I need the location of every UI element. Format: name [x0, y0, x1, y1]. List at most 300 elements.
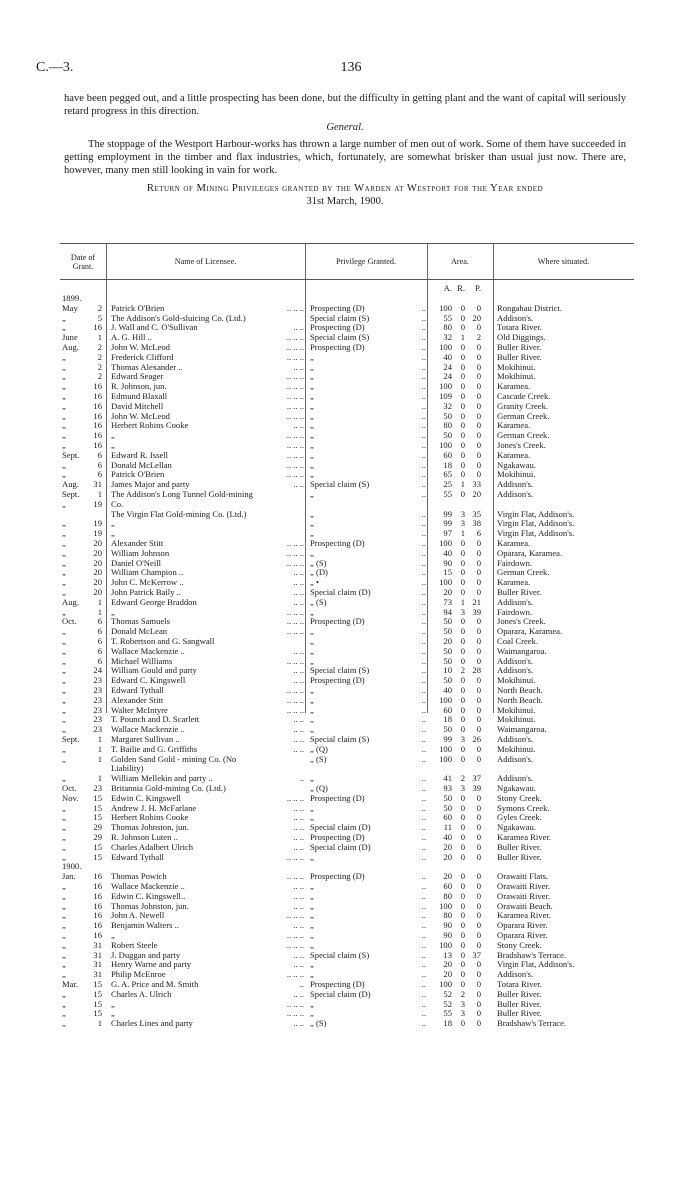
where-situated: Addison's. [497, 969, 534, 980]
date-day: 20 [93, 547, 102, 558]
leader-dots: .. .. .. [286, 1008, 304, 1019]
area-acres: 93 [443, 783, 452, 793]
where-situated: Cascade Creek. [497, 391, 551, 401]
licensee-name: „ [111, 440, 115, 450]
area-perches: 0 [476, 998, 481, 1009]
leader-dots: .. [421, 410, 426, 421]
area-acres: 90 [443, 920, 452, 931]
where-situated: Buller River. [497, 998, 542, 1009]
leader-dots: .. [421, 900, 426, 911]
privilege-granted: Special claim (D) [310, 988, 371, 999]
leader-dots: .. [421, 979, 426, 989]
where-situated: Addison's. [497, 312, 534, 323]
area-perches: 0 [476, 469, 481, 480]
licensee-name: „ [111, 528, 115, 539]
leader-dots: .. .. .. [286, 606, 304, 617]
leader-dots: .. .. .. [286, 655, 304, 666]
leader-dots: .. .. .. [286, 694, 304, 705]
area-acres: 15 [443, 567, 452, 578]
date-month: „ [62, 900, 66, 911]
privilege-granted: „ • [310, 577, 319, 588]
area-perches: 33 [472, 479, 481, 490]
date-month: „ [62, 518, 66, 529]
where-situated: Fairdown. [497, 557, 533, 568]
date-day: 20 [93, 538, 102, 548]
leader-dots: .. [421, 655, 426, 666]
date-month: Aug. [62, 596, 79, 607]
date-day: 16 [93, 400, 102, 411]
area-roods: 0 [460, 391, 465, 401]
area-roods: 0 [460, 832, 465, 842]
privilege-granted: Prospecting (D) [310, 871, 365, 882]
date-day: 31 [93, 939, 102, 950]
leader-dots: .. .. [293, 714, 304, 725]
leader-dots: .. .. .. [286, 547, 304, 558]
leader-dots: .. [421, 577, 426, 588]
area-acres: 25 [443, 479, 452, 490]
area-perches: 0 [476, 694, 481, 705]
table-header-rule [60, 279, 634, 280]
area-roods: 1 [460, 332, 465, 343]
area-acres: 100 [439, 743, 452, 754]
leader-dots: .. [421, 616, 426, 627]
date-day: 1 [97, 753, 102, 764]
date-month: Sept. [62, 489, 80, 499]
date-day: 23 [93, 694, 102, 705]
area-acres: 97 [443, 528, 452, 539]
leader-dots: .. [421, 557, 426, 568]
date-month: „ [62, 655, 66, 666]
licensee-name: Benjamin Walters .. [111, 920, 179, 931]
licensee-name: Edward R. Issell [111, 449, 169, 460]
privilege-granted: „ (S) [310, 1018, 327, 1029]
date-month: Sept. [62, 734, 80, 744]
licensee-name: „ [111, 430, 115, 441]
area-roods: 0 [460, 900, 465, 911]
leader-dots: .. [421, 724, 426, 735]
area-roods: 0 [460, 312, 465, 323]
leader-dots: .. .. .. [286, 410, 304, 421]
date-month: „ [62, 802, 66, 813]
area-roods: 0 [460, 930, 465, 940]
where-situated: Mokihinui. [497, 714, 536, 725]
area-roods: 0 [460, 724, 465, 735]
area-acres: 18 [443, 1018, 452, 1029]
date-day: 6 [97, 616, 102, 627]
leader-dots: .. .. .. [286, 792, 304, 803]
area-perches: 28 [472, 665, 481, 676]
leader-dots: .. .. .. [286, 302, 304, 313]
leader-dots: .. .. .. [286, 430, 304, 441]
leader-dots: .. [421, 685, 426, 695]
date-month: „ [62, 724, 66, 735]
privilege-granted: „ [310, 410, 314, 421]
date-day: 16 [93, 420, 102, 431]
leader-dots: .. .. [293, 743, 304, 754]
area-acres: 40 [443, 832, 452, 842]
area-acres: 100 [439, 979, 452, 989]
date-day: 6 [97, 469, 102, 480]
leader-dots: .. [421, 587, 426, 597]
where-situated: Stony Creek. [497, 792, 542, 803]
privilege-granted: „ [310, 900, 314, 911]
licensee-name: Edward George Braddon [111, 596, 197, 607]
date-month: „ [62, 577, 66, 588]
area-perches: 0 [476, 979, 481, 989]
area-acres: 50 [443, 724, 452, 735]
header-where: Where situated. [537, 257, 590, 267]
area-acres: 50 [443, 616, 452, 627]
leader-dots: .. .. .. [286, 538, 304, 548]
area-roods: 0 [460, 959, 465, 970]
licensee-name: Charles Adalbert Ulrich [111, 841, 194, 852]
date-day: 6 [97, 459, 102, 470]
privilege-granted: Special claim (S) [310, 332, 370, 343]
date-day: 1 [97, 743, 102, 754]
area-acres: 40 [443, 351, 452, 362]
area-roods: 0 [460, 459, 465, 470]
privilege-granted: „ [310, 636, 314, 646]
leader-dots: .. .. .. [286, 449, 304, 460]
licensee-name: „ [111, 518, 115, 529]
leader-dots: .. [421, 773, 426, 784]
area-perches: 0 [476, 792, 481, 803]
date-month: May [62, 302, 78, 313]
leader-dots: .. .. .. [286, 871, 304, 882]
where-situated: Orawaiti River. [497, 881, 550, 891]
date-day: 16 [93, 881, 102, 891]
licensee-name: Frederick Clifford [111, 351, 174, 362]
page-header [36, 60, 666, 80]
area-roods: 0 [460, 587, 465, 597]
date-month: „ [62, 949, 66, 960]
area-roods: 3 [460, 783, 465, 793]
leader-dots: .. .. .. [286, 400, 304, 411]
leader-dots: .. [421, 959, 426, 970]
where-situated: Symons Creek. [497, 802, 550, 813]
area-acres: 65 [443, 469, 452, 480]
area-perches: 0 [476, 890, 481, 901]
date-month: „ [62, 1018, 66, 1029]
area-roods: 1 [460, 596, 465, 607]
area-acres: 40 [443, 547, 452, 558]
area-roods: 0 [460, 538, 465, 548]
area-roods: 0 [460, 812, 465, 823]
date-month: „ [62, 704, 66, 715]
leader-dots: .. [421, 743, 426, 754]
date-day: 6 [97, 626, 102, 637]
privilege-granted: Prospecting (D) [310, 302, 365, 313]
area-perches: 0 [476, 685, 481, 695]
area-roods: 0 [460, 675, 465, 686]
licensee-name: William Champion .. [111, 567, 184, 578]
date-month: „ [62, 1008, 66, 1019]
date-day: 16 [93, 381, 102, 392]
section-subheading: General. [326, 122, 364, 133]
licensee-name: Liability) [111, 763, 144, 774]
leader-dots: .. [421, 753, 426, 764]
date-day: 15 [93, 998, 102, 1009]
area-roods: 0 [460, 841, 465, 852]
leader-dots: .. [421, 851, 426, 862]
date-month: „ [62, 587, 66, 597]
date-day: 16 [93, 930, 102, 940]
leader-dots: .. [421, 606, 426, 617]
leader-dots: .. .. .. [286, 851, 304, 862]
leader-dots: .. [421, 302, 426, 313]
leader-dots: .. [421, 822, 426, 833]
area-perches: 0 [476, 420, 481, 431]
date-day: 23 [93, 685, 102, 695]
licensee-name: William Gould and party [111, 665, 197, 676]
date-month: „ [62, 881, 66, 891]
area-roods: 0 [460, 743, 465, 754]
date-day: 15 [93, 851, 102, 862]
area-perches: 0 [476, 881, 481, 891]
area-acres: 55 [443, 489, 452, 499]
leader-dots: .. .. [293, 802, 304, 813]
area-roods: 0 [460, 361, 465, 372]
date-month: „ [62, 832, 66, 842]
intro-paragraph-1: have been pegged out, and a little prospecting has been done, but the difficulty in getting plant and the want of capital will seriously retard progress in this direction. [64, 93, 626, 117]
area-roods: 3 [460, 508, 465, 519]
area-acres: 50 [443, 645, 452, 656]
privilege-granted: „ [310, 939, 314, 950]
date-day: 31 [93, 969, 102, 980]
date-month: „ [62, 890, 66, 901]
area-acres: 100 [439, 939, 452, 950]
area-perches: 0 [476, 371, 481, 382]
area-roods: 2 [460, 665, 465, 676]
leader-dots: .. [421, 420, 426, 431]
privilege-granted: Prospecting (D) [310, 832, 365, 842]
area-roods: 0 [460, 802, 465, 813]
leader-dots: .. [421, 645, 426, 656]
area-roods: 0 [460, 949, 465, 960]
area-perches: 20 [472, 312, 481, 323]
licensee-name: Wallace Mackenzie .. [111, 645, 185, 656]
area-perches: 0 [476, 851, 481, 862]
area-acres: 24 [443, 361, 452, 372]
area-roods: 0 [460, 449, 465, 460]
date-day: 16 [93, 890, 102, 901]
area-perches: 0 [476, 1018, 481, 1029]
where-situated: Orawaiti Flats. [497, 871, 549, 882]
date-month: „ [62, 675, 66, 686]
area-roods: 0 [460, 979, 465, 989]
area-roods: 0 [460, 920, 465, 931]
licensee-name: Michael Williams [111, 655, 173, 666]
area-perches: 0 [476, 969, 481, 980]
area-perches: 0 [476, 753, 481, 764]
leader-dots: .. .. .. [286, 616, 304, 627]
date-month: „ [62, 459, 66, 470]
area-perches: 0 [476, 645, 481, 656]
leader-dots: .. .. [293, 322, 304, 333]
licensee-name: Edward Seager [111, 371, 164, 382]
where-situated: Buller River. [497, 587, 542, 597]
area-acres: 100 [439, 342, 452, 352]
area-acres: 20 [443, 871, 452, 882]
area-roods: 0 [460, 822, 465, 833]
leader-dots: .. [421, 508, 426, 519]
date-month: „ [62, 557, 66, 568]
privilege-granted: „ (S) [310, 596, 327, 607]
licensee-name: The Addison's Long Tunnel Gold-mining [111, 489, 253, 499]
date-day: 16 [93, 920, 102, 931]
date-day: 23 [93, 783, 102, 793]
where-situated: Mokihinui. [497, 469, 536, 480]
licensee-name: Andrew J. H. McFarlane [111, 802, 197, 813]
privilege-granted: „ [310, 1008, 314, 1019]
area-roods: 1 [460, 528, 465, 539]
date-day: 2 [97, 371, 102, 382]
licensee-name: Donald McLellan [111, 459, 172, 470]
leader-dots: .. .. [293, 665, 304, 676]
licensee-name: Patrick O'Brien [111, 469, 165, 480]
area-acres: 40 [443, 685, 452, 695]
area-roods: 2 [460, 988, 465, 999]
date-month: Nov. [62, 792, 79, 803]
leader-dots: .. [421, 469, 426, 480]
privilege-granted: „ [310, 391, 314, 401]
leader-dots: .. [421, 449, 426, 460]
area-roods: 3 [460, 734, 465, 744]
area-acres: 11 [443, 822, 452, 833]
privilege-granted: „ [310, 920, 314, 931]
date-month: „ [62, 753, 66, 764]
area-roods: 0 [460, 969, 465, 980]
licensee-name: John C. McKerrow .. [111, 577, 184, 588]
date-month: „ [62, 322, 66, 333]
licensee-name: John A. Newell [111, 910, 165, 921]
privilege-granted: „ [310, 685, 314, 695]
leader-dots: .. [299, 773, 304, 784]
area-perches: 0 [476, 391, 481, 401]
licensee-name: Edwin C. Kingswell.. [111, 890, 186, 901]
where-situated: Virgin Flat, Addison's. [497, 508, 575, 519]
column-divider [427, 243, 428, 713]
area-acres: 99 [443, 734, 452, 744]
privilege-granted: „ (Q) [310, 783, 328, 793]
licensee-name: Margaret Sullivan .. [111, 734, 180, 744]
date-day: 19 [93, 498, 102, 509]
area-perches: 0 [476, 577, 481, 588]
where-situated: Mokihinui. [497, 371, 536, 382]
area-roods: 0 [460, 1018, 465, 1029]
area-acres: 50 [443, 802, 452, 813]
date-month: „ [62, 469, 66, 480]
area-roods: 0 [460, 547, 465, 558]
date-day: 31 [93, 479, 102, 490]
licensee-name: John W. McLeod [111, 410, 170, 421]
privilege-granted: „ [310, 959, 314, 970]
area-perches: 0 [476, 302, 481, 313]
privilege-granted: „ [310, 449, 314, 460]
licensee-name: The Addison's Gold-sluicing Co. (Ltd.) [111, 312, 246, 323]
privilege-granted: „ [310, 645, 314, 656]
area-acres: 94 [443, 606, 452, 617]
return-title [64, 182, 626, 208]
date-month: „ [62, 606, 66, 617]
where-situated: Jones's Creek. [497, 440, 546, 450]
area-roods: 0 [460, 616, 465, 627]
date-day: 23 [93, 714, 102, 725]
area-roods: 0 [460, 351, 465, 362]
date-day: 1 [97, 606, 102, 617]
leader-dots: .. [421, 479, 426, 490]
licensee-name: Thomas Johnston, jun. [111, 900, 189, 911]
date-day: 23 [93, 675, 102, 686]
leader-dots: .. [421, 459, 426, 470]
where-situated: Addison's. [497, 479, 534, 490]
area-roods: 0 [460, 685, 465, 695]
area-perches: 0 [476, 636, 481, 646]
licensee-name: Henry Warne and party [111, 959, 192, 970]
area-roods: 3 [460, 1008, 465, 1019]
where-situated: Virgin Flat, Addison's. [497, 518, 575, 529]
where-situated: North Beach. [497, 685, 543, 695]
area-perches: 0 [476, 900, 481, 911]
privilege-granted: Special claim (S) [310, 949, 370, 960]
where-situated: Bradshaw's Terrace. [497, 949, 567, 960]
area-acres: 52 [443, 998, 452, 1009]
date-day: 19 [93, 518, 102, 529]
area-unit-perches: P. [475, 283, 481, 293]
where-situated: Oparara River. [497, 930, 548, 940]
leader-dots: .. .. [293, 361, 304, 372]
leader-dots: .. .. .. [286, 685, 304, 695]
area-acres: 13 [443, 949, 452, 960]
leader-dots: .. [421, 939, 426, 950]
leader-dots: .. .. [293, 587, 304, 597]
area-perches: 0 [476, 567, 481, 578]
where-situated: Mokihinui. [497, 743, 536, 754]
where-situated: Karamea River. [497, 910, 551, 921]
area-acres: 50 [443, 410, 452, 421]
area-perches: 0 [476, 910, 481, 921]
date-month: Aug. [62, 479, 79, 490]
area-acres: 100 [439, 538, 452, 548]
date-month: „ [62, 645, 66, 656]
where-situated: Buller River. [497, 841, 542, 852]
return-title-line: Return of Mining Privileges granted by the Warden at Westport for the Year ended [146, 183, 544, 194]
where-situated: Ngakawau. [497, 783, 536, 793]
licensee-name: Patrick O'Brien [111, 302, 165, 313]
date-day: 6 [97, 645, 102, 656]
area-roods: 0 [460, 557, 465, 568]
leader-dots: .. .. .. [286, 351, 304, 362]
leader-dots: .. [421, 988, 426, 999]
date-day: 6 [97, 449, 102, 460]
licensee-name: William Johnson [111, 547, 170, 558]
area-roods: 0 [460, 410, 465, 421]
where-situated: Mokihinui. [497, 361, 536, 372]
date-month: „ [62, 939, 66, 950]
area-acres: 10 [443, 665, 452, 676]
date-month: „ [62, 930, 66, 940]
area-perches: 39 [472, 783, 481, 793]
privilege-granted: „ [310, 851, 314, 862]
area-acres: 60 [443, 881, 452, 891]
area-roods: 0 [460, 489, 465, 499]
date-month: „ [62, 920, 66, 931]
leader-dots: .. [421, 371, 426, 382]
where-situated: Buller River. [497, 1008, 542, 1019]
date-year: 1899. [62, 293, 82, 303]
date-month: „ [62, 988, 66, 999]
where-situated: Addison's. [497, 753, 534, 764]
